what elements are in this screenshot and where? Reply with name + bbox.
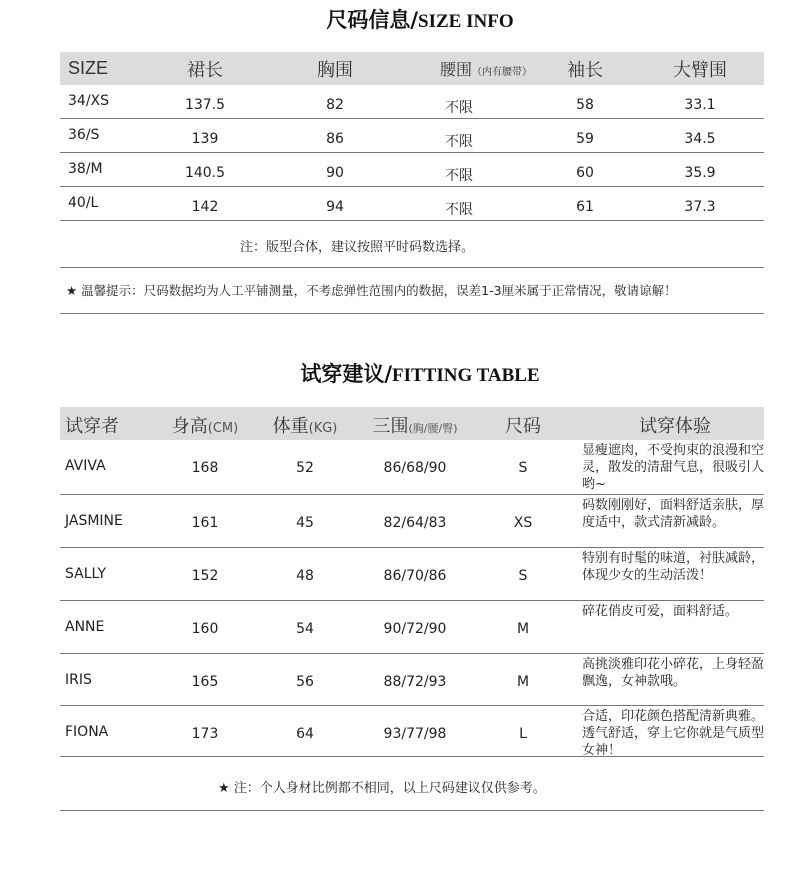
size-cell: 61 (576, 199, 594, 215)
size-cell: 59 (576, 131, 594, 147)
size-cell: 94 (326, 199, 344, 215)
fitting-experience: 合适，印花颜色搭配清新典雅。透气舒适，穿上它你就是气质型女神！ (582, 709, 765, 758)
header-label: 体重 (272, 416, 309, 437)
size-cell: 139 (191, 131, 219, 147)
fitting-header (65, 412, 119, 438)
title-en: FITTING TABLE (392, 365, 540, 386)
fitting-cell: 52 (296, 460, 314, 476)
header-label: 三围 (372, 416, 409, 437)
divider (60, 267, 764, 268)
size-cell: 不限 (445, 168, 473, 184)
size-cell: 38/M (68, 161, 103, 177)
header-waist-label: 腰围 (440, 60, 473, 79)
header-unit: (胸/腰/臀) (408, 422, 458, 435)
fitting-cell: S (518, 460, 528, 476)
fitting-row (60, 654, 764, 706)
fitting-cell: 82/64/83 (383, 515, 447, 531)
fitting-cell: AVIVA (65, 458, 106, 474)
fitting-cell: 86/70/86 (383, 568, 447, 584)
fitting-header (493, 412, 553, 438)
fitting-table-header (60, 407, 764, 440)
fitting-experience: 特别有时髦的味道，衬肤减龄，体现少女的生动活泼！ (582, 551, 765, 583)
fitting-cell: 165 (191, 674, 219, 690)
fitting-experience: 显瘦遮肉，不受拘束的浪漫和空灵，散发的清甜气息，很吸引人哟~ (582, 443, 765, 492)
header-waist-note: （内有腰带） (472, 67, 533, 78)
size-cell: 不限 (445, 100, 473, 116)
fitting-cell: L (519, 726, 527, 742)
size-cell: 不限 (445, 202, 473, 218)
fitting-cell: 48 (296, 568, 314, 584)
size-cell: 40/L (68, 195, 99, 211)
size-cell: 34/XS (68, 93, 110, 109)
fitting-cell: ANNE (65, 619, 105, 635)
header-label: 试穿体验 (639, 416, 711, 437)
header-sleeve: 袖长 (567, 59, 603, 81)
size-cell: 142 (191, 199, 219, 215)
size-cell: 137.5 (184, 97, 226, 113)
header-waist (440, 57, 532, 80)
size-cell: 33.1 (684, 97, 716, 113)
fitting-row (60, 495, 764, 548)
fitting-row (60, 548, 764, 601)
fitting-cell: IRIS (65, 672, 92, 688)
size-cell: 36/S (68, 127, 100, 143)
fitting-cell: 152 (191, 568, 219, 584)
size-row (60, 85, 764, 119)
fitting-experience: 码数刚刚好，面料舒适亲肤，厚度适中，款式清新减龄。 (582, 498, 765, 530)
fitting-cell: FIONA (65, 724, 109, 740)
fitting-cell: M (516, 674, 530, 690)
size-row (60, 119, 764, 153)
size-cell: 82 (326, 97, 344, 113)
fitting-cell: 173 (191, 726, 219, 742)
fitting-cell: 64 (296, 726, 314, 742)
fitting-cell: SALLY (65, 566, 107, 582)
title-en: SIZE INFO (418, 11, 514, 32)
fitting-header (582, 412, 768, 438)
fitting-experience: 高挑淡雅印花小碎花，上身轻盈飘逸，女神款哦。 (582, 657, 765, 689)
header-label: 身高 (171, 416, 208, 437)
size-cell: 60 (576, 165, 594, 181)
fitting-cell: 86/68/90 (383, 460, 447, 476)
title-cn: 试穿建议/ (300, 362, 392, 386)
size-table-header (60, 52, 764, 85)
fitting-table (60, 407, 764, 757)
size-row (60, 153, 764, 187)
size-cell: 58 (576, 97, 594, 113)
fitting-cell: 90/72/90 (383, 621, 447, 637)
fitting-cell: 168 (191, 460, 219, 476)
size-note: 注：版型合体，建议按照平时码数选择。 (240, 240, 475, 255)
fitting-cell: M (516, 621, 530, 637)
fitting-cell: 161 (191, 515, 219, 531)
size-row (60, 187, 764, 221)
fitting-row (60, 440, 764, 495)
header-size: SIZE (68, 58, 109, 78)
fitting-row (60, 601, 764, 654)
size-cell: 140.5 (184, 165, 226, 181)
fitting-cell: XS (513, 515, 533, 531)
fitting-cell: 54 (296, 621, 314, 637)
fitting-cell: 56 (296, 674, 314, 690)
header-unit: (CM) (207, 421, 239, 436)
size-cell: 37.3 (684, 199, 716, 215)
fitting-cell: 93/77/98 (383, 726, 447, 742)
size-cell: 不限 (445, 134, 473, 150)
fitting-cell: JASMINE (65, 513, 123, 529)
size-cell: 35.9 (684, 165, 716, 181)
header-label: 试穿者 (65, 416, 119, 437)
fitting-experience: 碎花俏皮可爱，面料舒适。 (582, 604, 739, 619)
header-label: 尺码 (505, 416, 541, 437)
size-cell: 90 (326, 165, 344, 181)
fitting-row (60, 706, 764, 757)
size-info-title (0, 4, 812, 34)
divider (60, 313, 764, 314)
title-cn: 尺码信息/ (326, 8, 419, 32)
fitting-cell: 45 (296, 515, 314, 531)
header-length: 裙长 (187, 59, 223, 81)
size-cell: 86 (326, 131, 344, 147)
fitting-note: ★ 注：个人身材比例都不相同，以上尺码建议仅供参考。 (218, 781, 546, 796)
fitting-cell: S (518, 568, 528, 584)
fitting-cell: 88/72/93 (383, 674, 447, 690)
divider (60, 810, 764, 811)
fitting-cell: 160 (191, 621, 219, 637)
fitting-header (345, 412, 485, 438)
header-arm: 大臂围 (673, 59, 727, 81)
size-cell: 34.5 (684, 131, 716, 147)
header-unit: (KG) (308, 421, 338, 436)
size-table (60, 52, 764, 221)
fitting-title (0, 358, 812, 388)
header-bust: 胸围 (317, 59, 353, 81)
size-tip: ★ 温馨提示：尺码数据均为人工平铺测量，不考虑弹性范围内的数据，误差1-3厘米属于正常情况，敬请谅解！ (66, 283, 677, 298)
